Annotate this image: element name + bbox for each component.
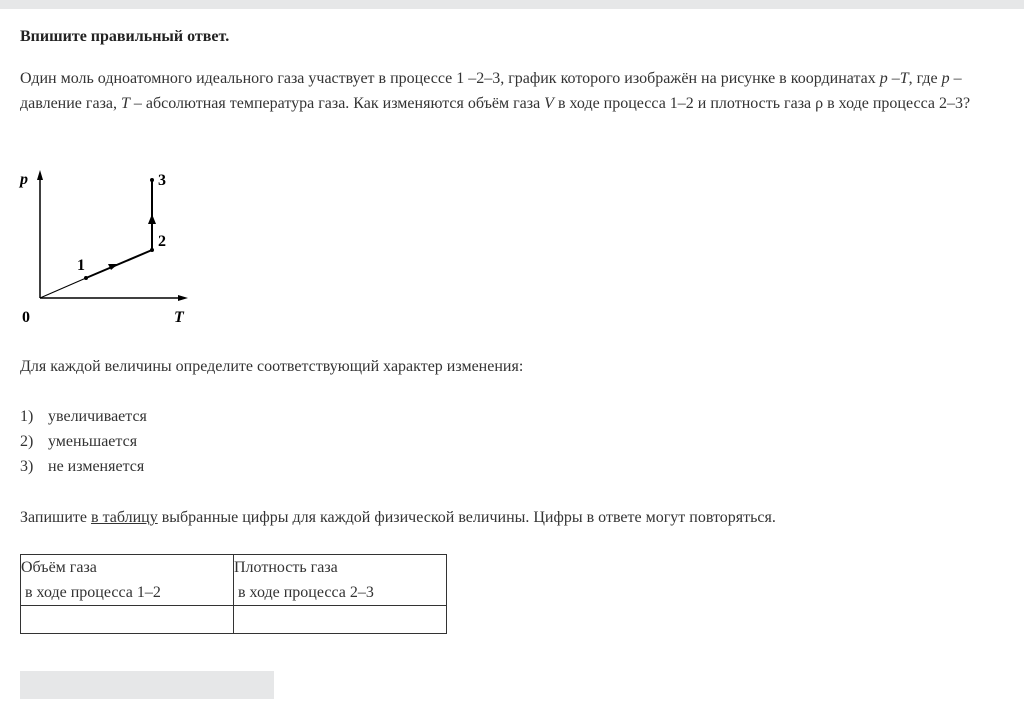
option-item: 2) уменьшается	[20, 433, 138, 450]
answer-cell-density[interactable]	[234, 606, 447, 634]
process-line-origin-1	[40, 278, 86, 298]
y-axis-arrow	[37, 170, 43, 180]
task-heading: Впишите правильный ответ.	[20, 28, 230, 45]
question-text: Один моль одноатомного идеального газа участвует в процессе 1 –2–3, график которого изображён на рисунке в координатах p –T, где p – давление газа, T – абсолютная температура газа. Как изменяются объём газа V в ходе процесса 1–2 и плотность газа ρ в ходе процесса 2–3?	[20, 70, 971, 112]
option-item: 3) не изменяется	[20, 458, 145, 475]
table-header-volume: Объём газа в ходе процесса 1–2	[21, 555, 234, 606]
answer-input[interactable]	[20, 671, 274, 699]
direction-arrow-2-3	[148, 214, 156, 224]
table-link: в таблицу	[91, 509, 158, 526]
origin-label: 0	[22, 309, 30, 326]
write-instruction: Запишите в таблицу выбранные цифры для каждой физической величины. Цифры в ответе могут повторяться.	[20, 509, 776, 526]
process-line-1-2	[86, 250, 152, 278]
answer-cell-volume[interactable]	[21, 606, 234, 634]
options-list	[20, 404, 147, 479]
point-1	[84, 276, 88, 280]
point-2-label: 2	[158, 233, 166, 250]
option-item: 1) увеличивается	[20, 408, 147, 425]
point-3-label: 3	[158, 172, 166, 189]
y-axis-label: p	[20, 171, 28, 188]
point-2	[150, 248, 154, 252]
top-bar	[0, 0, 1024, 9]
table-header-density: Плотность газа в ходе процесса 2–3	[234, 555, 447, 606]
x-axis-arrow	[178, 295, 188, 301]
pt-diagram	[14, 164, 204, 334]
point-3	[150, 178, 154, 182]
instruction-text: Для каждой величины определите соответствующий характер изменения:	[20, 358, 524, 375]
x-axis-label: T	[174, 309, 184, 326]
point-1-label: 1	[77, 257, 85, 274]
answer-table	[20, 554, 447, 634]
